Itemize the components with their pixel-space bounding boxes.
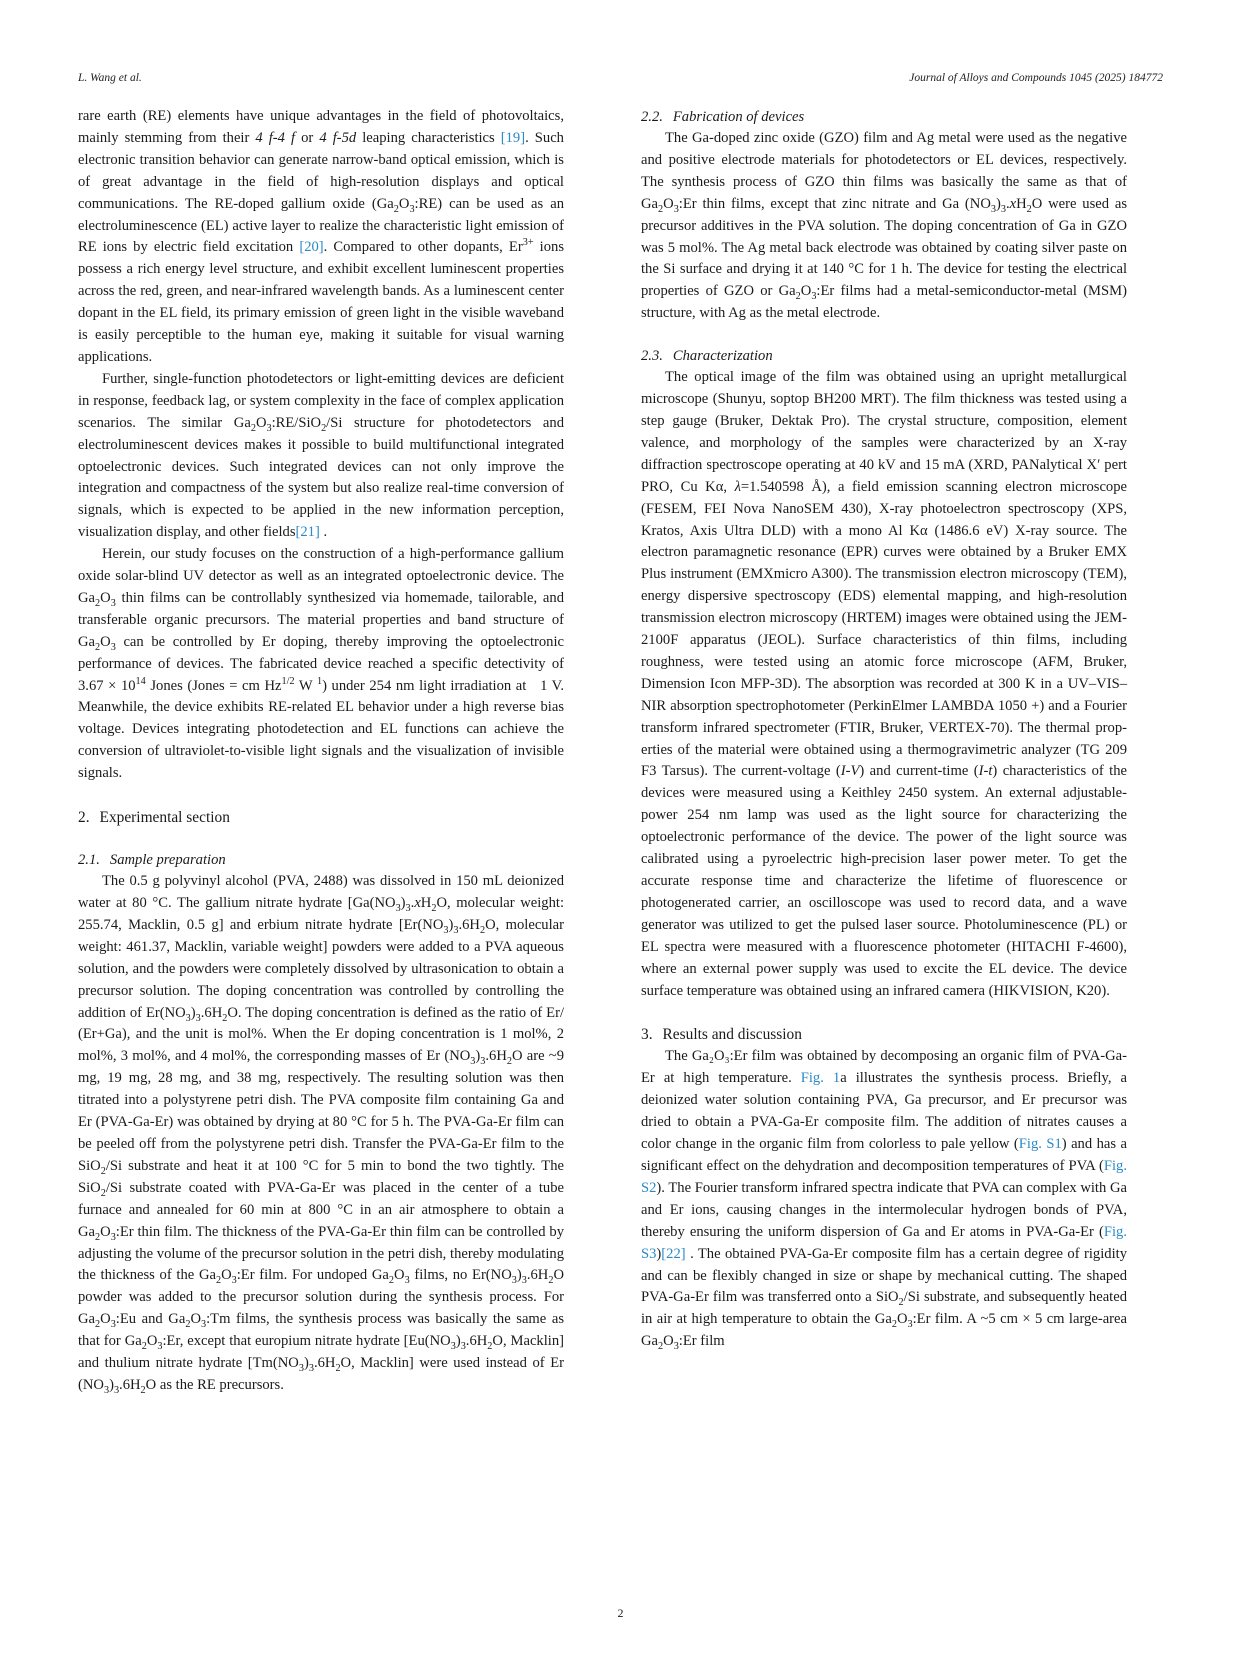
text-run: O as the RE precursors. [145, 1376, 284, 1393]
citation-link[interactable]: [19] [500, 129, 526, 146]
italic-term: λ [734, 478, 741, 495]
subsection-number: 2.3. [641, 348, 663, 365]
text-run: thin films can be controllably synthesized via homemade, tailorable, and transferable organic precursors. The material properties and band structure of Ga [78, 589, 564, 650]
intro-paragraph [78, 544, 564, 785]
text-run: O [255, 414, 267, 431]
subscript: 2 [185, 1319, 191, 1331]
text-run: O, Macklin] were used instead of Er (NO [78, 1355, 564, 1393]
italic-term: 4 f-4 f [255, 129, 296, 146]
text-run: ) [400, 895, 406, 911]
text-run: O [896, 1311, 908, 1328]
text-run: O are ~9 mg, 19 mg, 28 mg, and 38 mg, respectively. The resulting solution was then titrated into a polystyrene petri dish. The PVA composite film containing Ga and Er (PVA-Ga-Er) was obtained by drying at 80 °C for 5 h. The PVA-Ga-Er film can be peeled off from the polystyrene petri dish. Transfer the PVA-Ga-Er film to the SiO [78, 1048, 564, 1174]
text-run: O [398, 195, 410, 212]
text-run: . [1005, 195, 1010, 212]
subscript: 2 [393, 203, 399, 215]
subscript: 2 [95, 1231, 101, 1243]
text-run: /Si substrate coated with PVA-Ga-Er was placed in the center of a tube furnace and annealed for 60 min at 800 °C in an air atmosphere to obtain a Ga [78, 1179, 564, 1240]
italic-term: x [414, 895, 421, 911]
subscript: 3 [409, 203, 415, 215]
superscript: 1 [316, 675, 323, 687]
subscript: 2 [141, 1341, 147, 1353]
text-run: . The obtained PVA-Ga-Er composite film has a certain degree of rigidity and can be flexibly changed in size or shape by mechanical cutting. The shaped PVA-Ga-Er film was transferred onto a SiO [641, 1245, 1127, 1306]
text-run: O [100, 1311, 111, 1328]
text-run: ) [455, 1333, 461, 1350]
text-run: The 0.5 g polyvinyl alcohol (PVA, 2488) was dissolved in 150 mL deionized water at 80 °C. The gallium nitrate hydrate [Ga(NO [78, 873, 564, 911]
subscript: 3 [395, 902, 401, 914]
text-run: :Er, except that europium nitrate hydrate [Eu(NO [162, 1333, 451, 1350]
text-run: ) [190, 1004, 196, 1021]
intro-paragraph [78, 369, 564, 544]
subsection-heading-sample-preparation [78, 849, 564, 871]
text-run: /Si substrate, and subsequently heated in air at high temperature to obtain the Ga [641, 1289, 1128, 1328]
text-run: O. The doping concentration is defined as the ratio of Er/ (Er+Ga), and the unit is mol%. When the Er doping concentration is 1 mol%, 2 mol%, 3 mol%, and 4 mol%, the corresponding masses of Er (NO [78, 1004, 564, 1065]
text-run: leaping characteristics [356, 129, 501, 146]
text-run: O [221, 1267, 232, 1284]
subscript: 3 [185, 1012, 191, 1024]
subscript: 2 [506, 1056, 512, 1068]
text-run: .6H [526, 1267, 549, 1284]
subscript: 3 [443, 924, 449, 936]
text-run: can be controlled by Er doping, thereby improving the optoelectronic performance of devices. The fabricated device reached a specific detectivity of 3.67 × 10 [78, 633, 564, 694]
text-run: :Er films had a metal-semiconductor-metal (MSM) structure, with Ag as the metal electrode. [641, 283, 1127, 322]
subsection-heading-characterization [641, 345, 1127, 367]
text-run: :Eu and Ga [115, 1311, 186, 1328]
subscript: 2 [250, 422, 256, 434]
subscript: 2 [795, 291, 801, 303]
text-run: ions possess a rich energy level structure, and exhibit excellent luminescent properties across the red, green, and near-infrared wavelength bands. As a luminescent center dopant in the EL field, its primary emission of green light in the visible waveband is easily perceptible to the human eye, making it suitable for visual warning applications. [78, 239, 564, 365]
text-run: films, no Er(NO [409, 1267, 512, 1284]
subscript: 2 [1026, 203, 1032, 215]
subscript: 3 [266, 422, 272, 434]
citation-link[interactable]: Fig. S1 [1018, 1136, 1062, 1153]
subscript: 2 [898, 1297, 904, 1309]
subscript: 3 [453, 924, 459, 936]
subscript: 3 [113, 1384, 120, 1396]
text-run: O [663, 1333, 674, 1350]
text-run: O powder was added to the precursor solution during the synthesis process. For Ga [78, 1267, 564, 1328]
fabrication-paragraph [641, 128, 1127, 325]
subscript: 2 [658, 203, 664, 215]
citation-link[interactable]: [21] [295, 524, 320, 541]
page-number: 2 [617, 1606, 624, 1620]
subsection-number: 2.2. [641, 109, 663, 125]
subscript: 3 [157, 1341, 163, 1353]
text-run: ) [303, 1355, 309, 1372]
text-run: .6H [200, 1004, 223, 1021]
text-run: :Er thin film. The thickness of the PVA-Ga-Er thin film can be controlled by adjusting the volume of the precursor solution in the petri dish, thereby modulating the thickness of the Ga [78, 1223, 564, 1284]
citation-link[interactable]: Fig. S2 [641, 1157, 1127, 1196]
text-run: O [663, 195, 674, 212]
characterization-paragraph [641, 367, 1127, 1002]
text-run: O [100, 1223, 111, 1240]
text-run: . Compared to other dopants, Er [323, 239, 523, 256]
subscript: 3 [103, 1384, 110, 1396]
text-run: .6H [313, 1355, 336, 1372]
subscript: 2 [140, 1384, 146, 1396]
text-run: .6H [458, 916, 480, 933]
subscript: 3 [195, 1012, 201, 1024]
subscript: 3 [811, 291, 817, 303]
text-run: O [100, 633, 111, 650]
subscript: 2 [95, 1319, 101, 1331]
text-run: O [190, 1311, 201, 1328]
superscript: 14 [135, 675, 146, 687]
text-run: ) [516, 1267, 522, 1284]
subscript: 3 [404, 1275, 410, 1287]
subscript: 2 [95, 597, 101, 609]
superscript: 1/2 [281, 675, 295, 687]
text-run: H [1016, 195, 1027, 212]
text-run: :Er thin films, except that zinc nitrate and Ga (NO [678, 195, 991, 212]
text-run: :Tm films, the synthesis process was basically the same as that for Ga [78, 1311, 564, 1350]
subsection-title: Characterization [672, 348, 773, 365]
subscript: 2 [100, 1187, 106, 1199]
text-run: ) [109, 1376, 114, 1393]
right-column [641, 106, 1127, 1353]
subscript: 3 [907, 1319, 913, 1331]
subscript: 2 [487, 1341, 493, 1353]
text-run: /Si structure for photodetectors and electroluminescent devices makes it possible to build multifunctional integrated optoelectronic devices. Such integrated devices can not only improve the integration and compactness of the system but also realize real-time conversion of signals, which is expected to be applied in the new information perception, visualization display, and other fields [78, 414, 564, 541]
subscript: 3 [480, 1056, 486, 1068]
citation-link[interactable]: [22] [661, 1245, 686, 1262]
citation-link[interactable]: Fig. S3 [641, 1223, 1127, 1262]
left-column [78, 106, 564, 1397]
running-head-journal: Journal of Alloys and Compounds 1045 (2025) 184772 [909, 72, 1163, 84]
text-run: :RE) can be used as an electroluminescence (EL) active layer to realize the characteristic light emission of RE ions by electric field excitation [78, 195, 564, 256]
subsection-title: Fabrication of devices [672, 109, 805, 125]
text-run: ) [995, 195, 1001, 212]
text-run: ) and current-time ( [859, 763, 979, 780]
subscript: 2 [388, 1275, 395, 1287]
text-run: Jones (Jones = cm Hz [145, 677, 282, 694]
text-run: :RE/SiO [271, 414, 322, 431]
text-run: Further, single-function photodetectors or light-emitting devices are deficient in response, feedback lag, or system complexity in the face of complex application scenarios. The similar Ga [78, 370, 564, 431]
subsection-title: Sample preparation [109, 852, 226, 869]
intro-continuation [78, 106, 564, 785]
subscript: 3 [298, 1362, 304, 1374]
text-run: O, molecular weight: 461.37, Macklin, variable weight] powders were added to a PVA aqueous solution, and the powders were completely dissolved by ultrasonication to obtain a precursor solution. The doping concentration was controlled by controlling the addition of Er(NO [78, 916, 564, 1021]
text-run: O [800, 283, 812, 300]
subscript: 2 [95, 641, 101, 653]
text-run: .6H [485, 1048, 507, 1065]
text-run: ) [448, 916, 454, 933]
text-run: The optical image of the film was obtained using an upright metallurgical microscope (Shunyu, soptop BH200 MRT). The film thickness was tested using a step gauge (Bruker, Dektak Pro). The crystal structure, composition, element valence, and morphology of the samples were characterized by an X-ray diffraction spectroscope operating at 40 kV and 15 mA (XRD, PANalytical X′ pert PRO, Cu Kα, [641, 369, 1127, 495]
text-run: =1.540598 Å), a field emission scanning electron microscope (FESEM, FEI Nova NanoSEM 430), X-ray photoelectron spectroscopy (XPS, Kratos, Axis Ultra DLD) with a mono Al Kα (1486.6 eV) X-ray source. The electron paramagnetic resonance (EPR) curves were obtained by a Bruker EMX Plus instrument (EMXmicro A300). The transmission electron microscopy (TEM), energy dispersive spectroscopy (EDS) elemental mapping, and high-resolution transmission electron microscopy (HRTEM) images were obtained using the JEM-2100F apparatus (JEOL). Surface characteristics of thin films, including roughness, were tested using an atomic force microscope (AFM, Bruker, Dimension Icon MFP-3D). The absorption was recorded at 300 K in a UV–VIS–NIR absorption spectrophotometer (PerkinElmer LAMBDA 1050 +) and a Fourier transform infrared spectrometer (FTIR, Bruker, VERTEX-70). The thermal properties of the material were obtained using a thermogravimetric analyzer (TG 209 F3 Tarsus). The current-voltage ( [641, 478, 1127, 780]
text-run: . [319, 524, 328, 541]
subscript: 3 [673, 203, 679, 215]
citation-link[interactable]: [20] [299, 239, 324, 256]
italic-term: I-t [978, 763, 993, 780]
text-run: The Ga₂O₃:Er film was obtained by decomposing an organic film of PVA-Ga-Er at high temperature. [641, 1048, 1127, 1087]
text-run: ) characteristics of the devices were measured using a Keithley 2450 system. An external adjustable-power 254 nm lamp was used as the light source for characterizing the optoelectronic performance of the device. The power of the light source was calibrated using a pyroelectric high-precision laser power meter. To get the accurate response time and characterize the lifetime of fluorescence or photogenerated carrier, an oscilloscope was used to record data, and a wave generator was utilized to get the pulsed laser source. Photoluminescence (PL) or EL spectra were measured with a fluorescence photometer (HITACHI F-4600), where an external power supply was used to excite the EL device. The device surface temperature was obtained using an infrared camera (HIKVISION, K20). [641, 763, 1128, 999]
text-run: ) and has a significant effect on the dehydration and decomposition temperatures of PVA ( [641, 1136, 1127, 1174]
text-run: . [410, 895, 415, 911]
text-run: . Such electronic transition behavior can generate narrow-band optical emission, which is of great advantage in the field of high-resolution displays and optical communications. The RE-doped gallium oxide (Ga [78, 129, 564, 212]
section-title: Experimental section [99, 809, 230, 827]
subscript: 2 [335, 1362, 341, 1374]
subscript: 2 [479, 924, 486, 936]
section-heading-experimental [78, 807, 564, 829]
italic-term: I-V [840, 763, 860, 780]
subscript: 3 [110, 1231, 116, 1243]
text-run: .6H [465, 1333, 488, 1350]
text-run: :Er film. For undoped Ga [236, 1267, 389, 1284]
text-run: /Si substrate and heat it at 100 °C for 5 min to bond the two tightly. The SiO [78, 1157, 564, 1196]
sample-preparation-paragraph [78, 871, 564, 1397]
text-run: or [295, 129, 320, 146]
subscript: 2 [215, 1275, 222, 1287]
text-run: rare earth (RE) elements have unique advantages in the field of photovoltaics, mainly stemming from their [78, 108, 564, 146]
subscript: 2 [431, 902, 437, 914]
subscript: 3 [110, 597, 116, 609]
subscript: 3 [110, 641, 116, 653]
subscript: 3 [405, 902, 411, 914]
text-run: O were used as precursor additives in the PVA solution. The doping concentration of Ga in GZO was 5 mol%. The Ag metal back electrode was obtained by coating silver paste on the Si surface and drying it at 140 °C for 1 h. The device for testing the electrical properties of GZO or Ga [641, 195, 1128, 300]
subscript: 3 [460, 1341, 466, 1353]
subscript: 3 [200, 1319, 207, 1331]
text-run: a illustrates the synthesis process. Briefly, a deionized water solution containing PVA, Ga precursor, and Er precursor was dried to obtain a PVA-Ga-Er composite film. The addition of nitrates causes a color change in the organic film from colorless to pale yellow ( [641, 1070, 1127, 1153]
intro-paragraph [78, 106, 564, 369]
subscript: 3 [450, 1341, 456, 1353]
subscript: 2 [891, 1319, 897, 1331]
subscript: 3 [521, 1275, 527, 1287]
text-run: :Er film. A ~5 cm × 5 cm large-area Ga [641, 1311, 1127, 1350]
subscript: 3 [1000, 203, 1006, 215]
subsection-heading-fabrication [641, 106, 1127, 128]
running-head-authors: L. Wang et al. [78, 72, 142, 84]
subscript: 3 [110, 1319, 116, 1331]
section-number: 2. [78, 809, 90, 827]
text-run: :Er film [678, 1333, 725, 1350]
text-run: O [100, 589, 111, 606]
subsection-number: 2.1. [78, 852, 100, 869]
subscript: 3 [673, 1341, 679, 1353]
results-paragraph [641, 1046, 1127, 1353]
subscript: 2 [100, 1165, 106, 1177]
section-number: 3. [641, 1026, 653, 1044]
text-run: The Ga-doped zinc oxide (GZO) film and Ag metal were used as the negative and positive electrode materials for photodetectors or EL devices, respectively. The synthesis process of GZO thin films was basically the same as that of Ga [641, 130, 1127, 212]
subscript: 3 [231, 1275, 237, 1287]
subscript: 3 [308, 1362, 314, 1374]
text-run: ) [656, 1245, 662, 1262]
citation-link[interactable]: Fig. 1 [800, 1070, 841, 1087]
subscript: 3 [511, 1275, 517, 1287]
text-run: O, Macklin] and thulium nitrate hydrate [Tm(NO [78, 1333, 564, 1372]
text-run: H [420, 895, 432, 911]
text-run: Herein, our study focuses on the construction of a high-performance gallium oxide solar-blind UV detector as well as an integrated optoelectronic device. The Ga [78, 546, 564, 606]
subscript: 2 [548, 1275, 554, 1287]
subscript: 2 [222, 1012, 228, 1024]
subscript: 2 [321, 422, 327, 434]
text-run: ) [475, 1048, 481, 1065]
italic-term: 4 f-5d [319, 129, 357, 146]
text-run: O [146, 1333, 158, 1350]
superscript: 3+ [522, 237, 534, 249]
text-run: O, molecular weight: 255.74, Macklin, 0.5 g] and erbium nitrate hydrate [Er(NO [78, 895, 564, 933]
subscript: 3 [470, 1056, 476, 1068]
subscript: 3 [990, 203, 996, 215]
text-run: .6H [119, 1376, 141, 1393]
subscript: 2 [658, 1341, 664, 1353]
text-run: ). The Fourier transform infrared spectra indicate that PVA can complex with Ga and Er ions, causing changes in the intermolecular hydrogen bonds of PVA, thereby ensuring the uniform dispersion of Ga and Er atoms in PVA-Ga-Er ( [641, 1179, 1127, 1240]
italic-term: x [1009, 195, 1017, 212]
text-run: ) under 254 nm light irradiation at 1 V. Meanwhile, the device exhibits RE-related EL behavior under a high reverse bias voltage. Devices integrating photodetection and EL functions can achieve the conversion of ultraviolet-to-visible light signals and the visualization of invisible signals. [78, 677, 564, 782]
section-title: Results and discussion [662, 1026, 802, 1044]
text-run: W [294, 677, 317, 694]
text-run: O [394, 1267, 405, 1284]
section-heading-results [641, 1024, 1127, 1046]
